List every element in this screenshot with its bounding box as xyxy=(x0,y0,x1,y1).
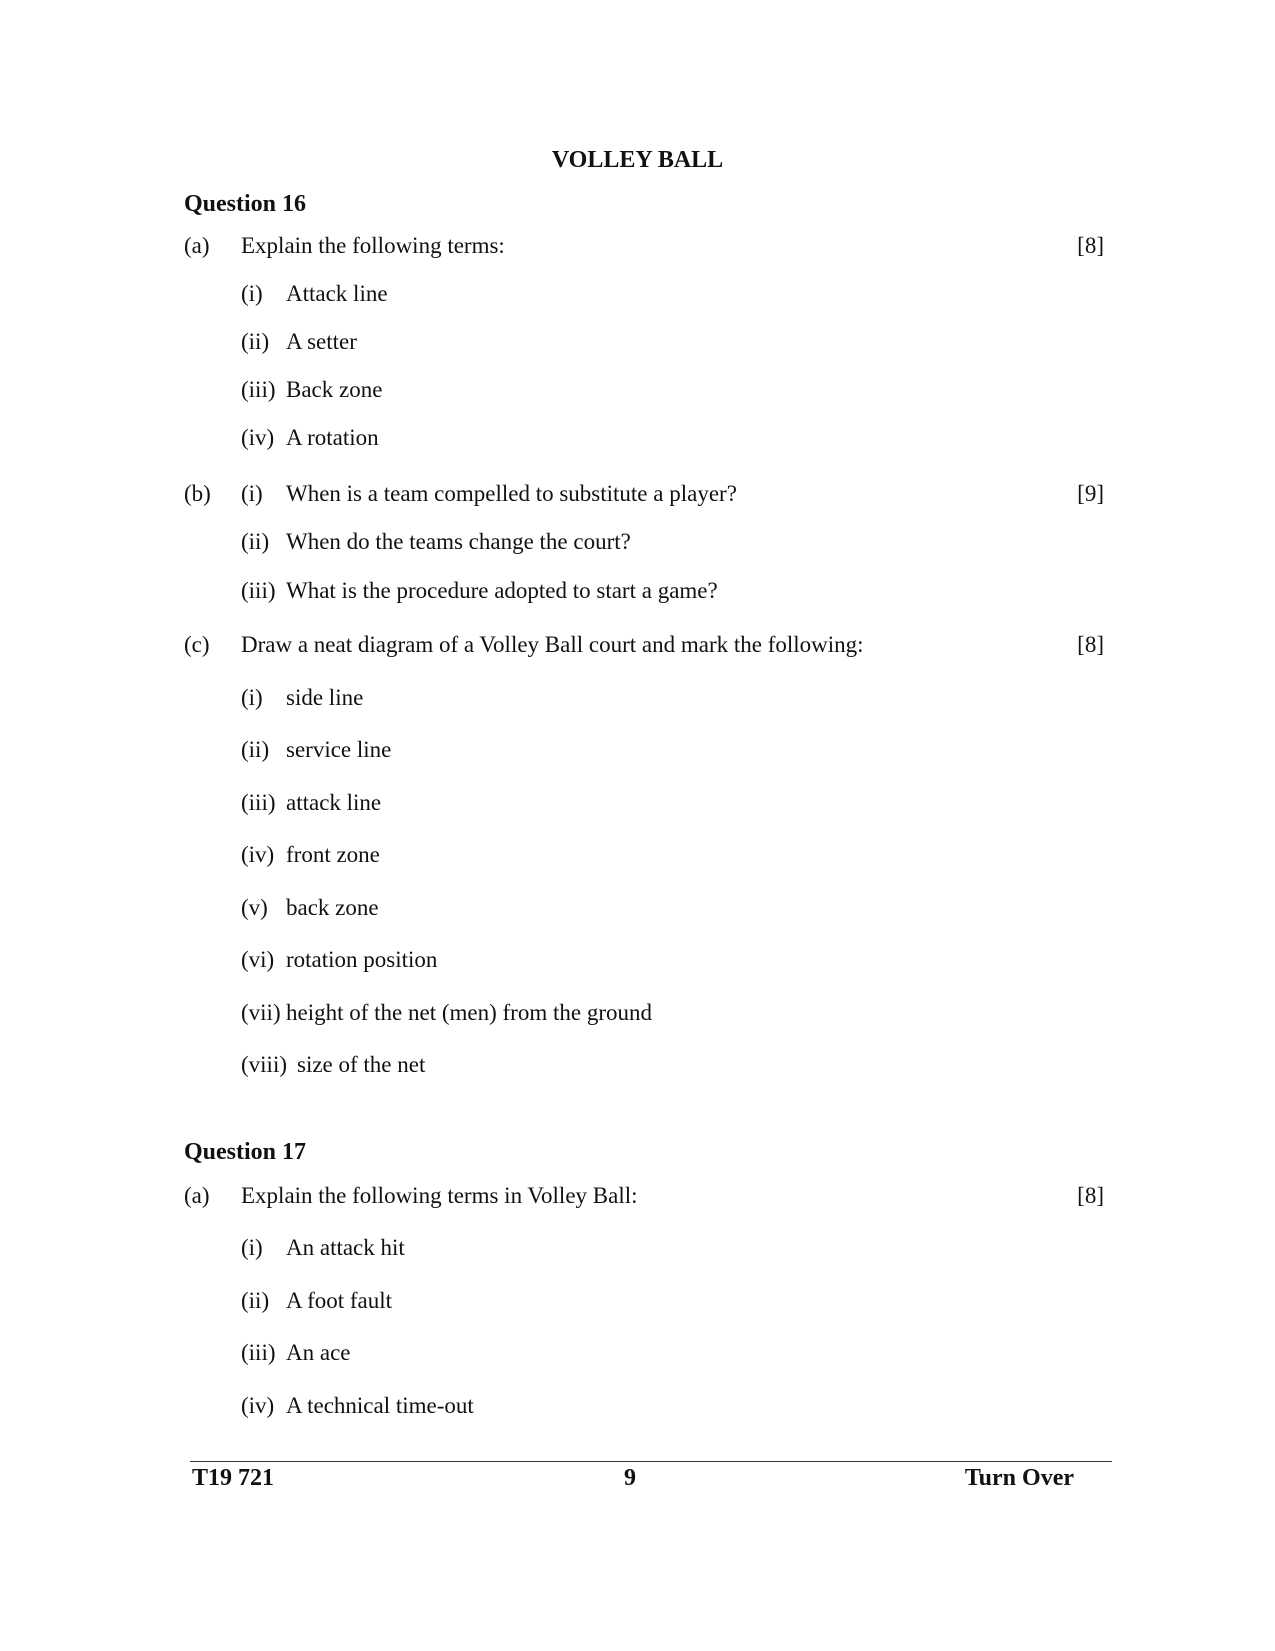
item-text: back zone xyxy=(286,895,379,920)
item-text: height of the net (men) from the ground xyxy=(286,1000,652,1025)
part-label: (b) xyxy=(184,481,211,506)
item-number: (iii) xyxy=(241,377,276,402)
item-text: When do the teams change the court? xyxy=(286,529,631,554)
item-number: (ii) xyxy=(241,737,270,762)
marks: [8] xyxy=(1077,233,1104,258)
item-text: When is a team compelled to substitute a player? xyxy=(286,481,737,506)
item-text: Attack line xyxy=(286,281,388,306)
question-heading: Question 17 xyxy=(184,1139,307,1165)
item-number: (ii) xyxy=(241,1288,270,1313)
item-text: A technical time-out xyxy=(286,1393,474,1418)
item-text: service line xyxy=(286,737,392,762)
item-number: (iii) xyxy=(241,790,276,815)
section-title: VOLLEY BALL xyxy=(551,147,724,173)
marks: [8] xyxy=(1077,632,1104,657)
part-text: Explain the following terms in Volley Ball: xyxy=(241,1183,638,1208)
item-number: (viii) xyxy=(241,1052,287,1077)
item-number: (iii) xyxy=(241,578,276,603)
item-text: A foot fault xyxy=(286,1288,393,1313)
item-number: (i) xyxy=(241,481,263,506)
marks: [9] xyxy=(1077,481,1104,506)
marks: [8] xyxy=(1077,1183,1104,1208)
item-number: (ii) xyxy=(241,529,270,554)
part-label: (a) xyxy=(184,233,210,258)
item-number: (iv) xyxy=(241,425,275,450)
item-number: (v) xyxy=(241,895,268,920)
part-label: (a) xyxy=(184,1183,210,1208)
item-number: (iii) xyxy=(241,1340,276,1365)
question-heading: Question 16 xyxy=(184,191,307,217)
part-label: (c) xyxy=(184,632,210,657)
item-text: size of the net xyxy=(297,1052,426,1077)
item-text: front zone xyxy=(286,842,380,867)
item-text: An ace xyxy=(286,1340,351,1365)
item-text: An attack hit xyxy=(286,1235,405,1260)
part-text: Draw a neat diagram of a Volley Ball court and mark the following: xyxy=(241,632,864,657)
item-number: (iv) xyxy=(241,1393,275,1418)
item-text: rotation position xyxy=(286,947,438,972)
item-number: (vii) xyxy=(241,1000,281,1025)
item-text: What is the procedure adopted to start a game? xyxy=(286,578,718,603)
item-text: A setter xyxy=(286,329,357,354)
item-text: side line xyxy=(286,685,364,710)
footer-rule xyxy=(190,1461,1112,1462)
turn-over-label: Turn Over xyxy=(964,1465,1074,1491)
item-text: attack line xyxy=(286,790,382,815)
item-number: (vi) xyxy=(241,947,275,972)
page-number: 9 xyxy=(624,1465,636,1491)
item-text: Back zone xyxy=(286,377,383,402)
item-number: (i) xyxy=(241,685,263,710)
part-text: Explain the following terms: xyxy=(241,233,505,258)
item-number: (ii) xyxy=(241,329,270,354)
item-number: (i) xyxy=(241,281,263,306)
item-number: (iv) xyxy=(241,842,275,867)
item-number: (i) xyxy=(241,1235,263,1260)
paper-code: T19 721 xyxy=(192,1465,275,1491)
item-text: A rotation xyxy=(286,425,379,450)
